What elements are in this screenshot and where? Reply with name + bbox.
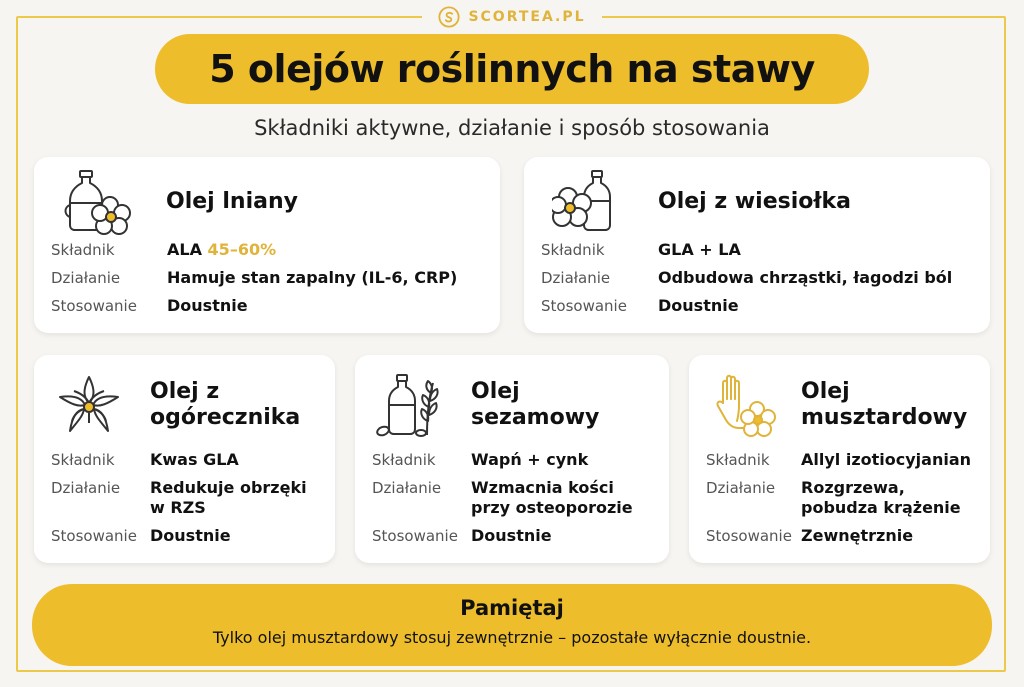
primrose-bottle-icon [552, 169, 622, 235]
ingredient-row [541, 241, 981, 263]
card-title-line2: ogórecznika [150, 405, 301, 431]
action-label: Działanie [541, 269, 611, 287]
action-line2: w RZS [150, 498, 206, 517]
card-title [150, 379, 300, 432]
ingredient-label: Składnik [541, 241, 605, 259]
card-sesame-oil [355, 355, 669, 563]
scortea-logo-icon [438, 6, 460, 28]
action-value: Hamuje stan zapalny (IL-6, CRP) [167, 268, 458, 287]
ingredient-row [51, 241, 491, 263]
card-title-line2: sezamowy [471, 405, 600, 431]
reminder-banner [32, 584, 992, 666]
borage-flower-icon [54, 373, 124, 439]
usage-value: Doustnie [167, 296, 248, 315]
action-label: Działanie [51, 269, 121, 287]
page-frame [16, 16, 1006, 672]
card-title: Olej z wiesiołka [658, 189, 852, 214]
usage-row [541, 297, 981, 319]
action-row [372, 479, 662, 523]
usage-label: Stosowanie [51, 527, 137, 545]
ingredient-row [51, 451, 327, 473]
card-mustard-oil [689, 355, 990, 563]
card-title-line2: musztardowy [801, 405, 968, 431]
action-line1: Wzmacnia kości [471, 478, 614, 497]
hand-mustard-flower-icon [709, 373, 779, 439]
action-label: Działanie [51, 479, 121, 497]
card-title [801, 379, 967, 432]
ingredient-label: Składnik [51, 241, 115, 259]
action-value [150, 478, 307, 518]
ingredient-value: Kwas GLA [150, 450, 239, 469]
action-row [51, 269, 491, 291]
usage-row [372, 527, 662, 549]
ingredient-highlight: 45–60% [207, 240, 277, 259]
action-row [51, 479, 327, 523]
usage-label: Stosowanie [541, 297, 627, 315]
reminder-title: Pamiętaj [460, 596, 564, 620]
ingredient-value: GLA + LA [658, 240, 741, 259]
ingredient-name: ALA [167, 240, 202, 259]
card-title: Olej lniany [166, 189, 298, 214]
usage-row [51, 297, 491, 319]
sesame-bottle-icon [375, 373, 445, 439]
action-value [471, 478, 633, 518]
card-title [471, 379, 599, 432]
action-line2: przy osteoporozie [471, 498, 633, 517]
action-value [801, 478, 961, 518]
card-title-line1: Olej [801, 379, 850, 404]
card-linseed-oil [34, 157, 500, 333]
ingredient-label: Składnik [51, 451, 115, 469]
card-title-line1: Olej z [150, 379, 220, 404]
card-borage-oil [34, 355, 335, 563]
ingredient-value: Wapń + cynk [471, 450, 589, 469]
brand-name: SCORTEA.PL [468, 9, 586, 25]
usage-label: Stosowanie [51, 297, 137, 315]
action-value: Odbudowa chrząstki, łagodzi ból [658, 268, 953, 287]
card-evening-primrose-oil [524, 157, 990, 333]
ingredient-row [372, 451, 662, 473]
ingredient-label: Składnik [372, 451, 436, 469]
usage-row [51, 527, 327, 549]
usage-label: Stosowanie [372, 527, 458, 545]
ingredient-label: Składnik [706, 451, 770, 469]
action-line2: pobudza krążenie [801, 498, 961, 517]
action-line1: Rozgrzewa, [801, 478, 905, 497]
page-title: 5 olejów roślinnych na stawy [209, 47, 815, 91]
ingredient-value: Allyl izotiocyjanian [801, 450, 972, 469]
ingredient-row [706, 451, 986, 473]
usage-value: Doustnie [150, 526, 231, 545]
action-label: Działanie [372, 479, 442, 497]
usage-row [706, 527, 986, 549]
page-subtitle: Składniki aktywne, działanie i sposób stosowania [254, 116, 770, 140]
usage-value: Doustnie [658, 296, 739, 315]
usage-value: Doustnie [471, 526, 552, 545]
usage-label: Stosowanie [706, 527, 792, 545]
card-title-line1: Olej [471, 379, 520, 404]
title-banner [155, 34, 869, 104]
action-line1: Redukuje obrzęki [150, 478, 307, 497]
oil-bottle-flower-icon [62, 169, 132, 235]
action-row [706, 479, 986, 523]
ingredient-value [167, 240, 276, 260]
action-row [541, 269, 981, 291]
action-label: Działanie [706, 479, 776, 497]
reminder-text: Tylko olej musztardowy stosuj zewnętrznie – pozostałe wyłącznie doustnie. [212, 628, 812, 647]
usage-value: Zewnętrznie [801, 526, 914, 545]
brand-header[interactable] [422, 5, 602, 29]
